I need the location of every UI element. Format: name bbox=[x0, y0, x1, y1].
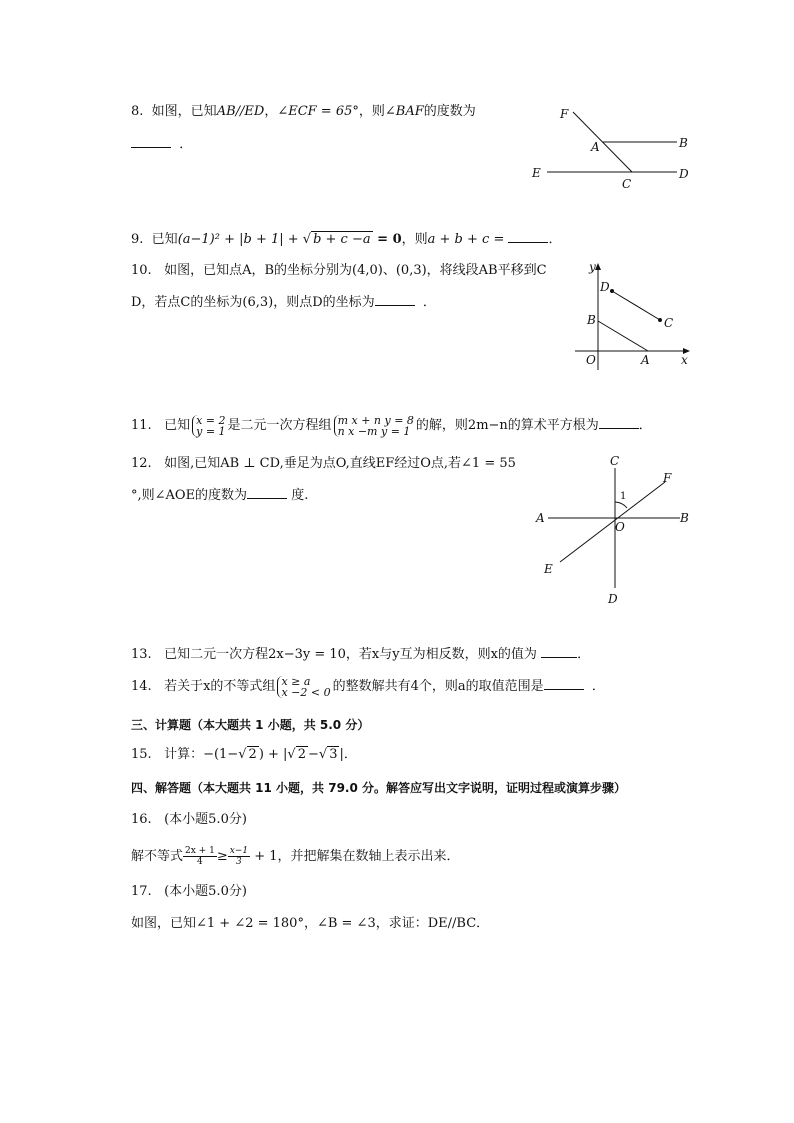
q16-fraction-2 bbox=[228, 846, 250, 867]
q15-line: 15. 计算：−(1−√ 2 ) + |√ 2 −√ 3 |． bbox=[131, 747, 357, 762]
q8-end: ． bbox=[179, 137, 193, 152]
q12-line2 bbox=[131, 486, 308, 505]
q15-number: 15. bbox=[131, 747, 152, 762]
q10-line2 bbox=[131, 293, 436, 312]
q11-sys2-row1: m x + n y = 8 bbox=[337, 413, 414, 427]
q10-label-x: x bbox=[681, 353, 688, 367]
q16-f2-denominator: 3 bbox=[236, 857, 242, 867]
q16-body bbox=[131, 846, 460, 867]
q15-text-b: ) + | bbox=[258, 747, 288, 762]
q13-text: 已知二元一次方程2x−3y = 10，若x与y互为相反数，则x的值为 bbox=[164, 647, 537, 662]
q9-radicand: b + c −a bbox=[313, 232, 371, 247]
q11-text-a: 已知 bbox=[164, 418, 191, 433]
q10-point-c bbox=[658, 318, 662, 322]
q10-label-c: C bbox=[664, 316, 674, 330]
q12-line-ef bbox=[560, 482, 665, 562]
q14-system bbox=[277, 676, 330, 698]
q17-header bbox=[131, 883, 247, 901]
q16-header bbox=[131, 811, 247, 829]
q12-line1 bbox=[131, 455, 516, 473]
q16-f1-denominator: 4 bbox=[197, 857, 203, 867]
q9-text-b: ，则 bbox=[401, 232, 428, 247]
q12-angle-arc bbox=[615, 502, 627, 508]
q12-answer-blank[interactable] bbox=[247, 486, 287, 499]
q10-figure bbox=[570, 258, 695, 373]
q10-point-d bbox=[610, 289, 614, 293]
q14-number: 14. bbox=[131, 679, 152, 694]
q10-segment-ab bbox=[598, 321, 648, 351]
q16-f1-numerator: 2x + 1 bbox=[185, 846, 215, 856]
q13-answer-blank[interactable] bbox=[541, 645, 577, 658]
q12-label-a: A bbox=[536, 511, 545, 525]
q10-number: 10. bbox=[131, 263, 152, 278]
q9-target: a + b + c = bbox=[427, 232, 505, 247]
q14-line bbox=[131, 675, 605, 699]
q9-eq: = 0 bbox=[372, 232, 402, 247]
q16-text-a: 解不等式 bbox=[131, 849, 184, 864]
q15-text-c: − bbox=[308, 747, 319, 762]
section-3-heading: 三、计算题（本大题共 1 小题，共 5.0 分） bbox=[131, 718, 370, 732]
q8-target: ∠BAF bbox=[384, 104, 424, 119]
q10-text-2: D，若点C的坐标为(6,3)，则点D的坐标为 bbox=[131, 295, 375, 310]
q8-label-d: D bbox=[679, 167, 689, 181]
q17-text: 如图，已知∠1 + ∠2 = 180°，∠B = ∠3，求证：DE//BC． bbox=[131, 916, 490, 931]
q14-answer-blank[interactable] bbox=[544, 677, 584, 690]
q12-number: 12. bbox=[131, 456, 152, 471]
q11-system-1 bbox=[192, 415, 225, 437]
q17-body bbox=[131, 915, 489, 933]
q13-number: 13. bbox=[131, 647, 152, 662]
q8-text-b: ，则 bbox=[358, 104, 385, 119]
q17-number: 17. bbox=[131, 884, 152, 899]
q11-line bbox=[131, 414, 652, 438]
q11-number: 11. bbox=[131, 418, 152, 433]
q16-fraction-1 bbox=[183, 846, 217, 867]
q8-line1 bbox=[131, 103, 476, 121]
q11-text-b: 是二元一次方程组 bbox=[227, 418, 332, 433]
q11-sys1-row2: y = 1 bbox=[196, 424, 226, 438]
q8-label-a: A bbox=[591, 140, 600, 154]
q10-label-a: A bbox=[641, 353, 650, 367]
q14-sys-row1: x ≥ a bbox=[281, 674, 311, 688]
q8-text: 如图，已知 bbox=[151, 104, 217, 119]
q14-text-b: 的整数解共有4个，则a的取值范围是 bbox=[332, 679, 544, 694]
q14-text-a: 若关于x的不等式组 bbox=[164, 679, 276, 694]
q12-label-e: E bbox=[544, 562, 553, 576]
q8-label-b: B bbox=[679, 136, 688, 150]
q12-label-c: C bbox=[610, 454, 620, 468]
q12-figure bbox=[530, 450, 700, 610]
q8-label-f: F bbox=[560, 107, 569, 121]
q9-number: 9. bbox=[131, 232, 144, 247]
q8-answer-line bbox=[131, 135, 192, 154]
q10-text-1: 如图，已知点A，B的坐标分别为(4,0)、(0,3)，将线段AB平移到C bbox=[164, 263, 547, 278]
q12-label-angle1: 1 bbox=[620, 491, 627, 502]
q16-score: (本小题5.0分) bbox=[164, 812, 247, 827]
q15-radicand-1: 2 bbox=[248, 747, 257, 762]
q8-angle: ∠ECF = 65° bbox=[277, 104, 359, 119]
q9-text: 已知 bbox=[151, 232, 178, 247]
q15-radicand-3: 3 bbox=[329, 747, 338, 762]
q10-label-d: D bbox=[600, 280, 610, 294]
q10-end: ． bbox=[422, 295, 436, 310]
q8-parallel: AB//ED bbox=[216, 104, 265, 119]
q16-ge: ≥ bbox=[216, 849, 228, 864]
q8-label-e: E bbox=[532, 166, 541, 180]
q8-sep: ， bbox=[264, 104, 278, 119]
q12-text-1: 如图,已知AB ⊥ CD,垂足为点O,直线EF经过O点,若∠1 = 55 bbox=[164, 456, 516, 471]
q17-score: (本小题5.0分) bbox=[164, 884, 247, 899]
q11-text-c: 的解，则2m−n的算术平方根为 bbox=[415, 418, 599, 433]
q9-expr: (a−1)² + |b + 1| + √ bbox=[177, 232, 312, 247]
q11-sys2-row2: n x −m y = 1 bbox=[337, 424, 411, 438]
q8-figure bbox=[525, 100, 700, 195]
q9-answer-blank[interactable] bbox=[508, 230, 548, 243]
q9-line bbox=[131, 230, 562, 249]
section-4-heading: 四、解答题（本大题共 11 小题，共 79.0 分。解答应写出文字说明，证明过程或演算步骤） bbox=[131, 781, 627, 795]
q10-line1 bbox=[131, 262, 547, 280]
q10-label-o: O bbox=[586, 353, 596, 367]
q10-answer-blank[interactable] bbox=[375, 293, 415, 306]
q16-text-b: + 1，并把解集在数轴上表示出来． bbox=[254, 849, 460, 864]
q12-label-o: O bbox=[615, 520, 625, 534]
q11-system-2 bbox=[334, 415, 414, 437]
q10-label-b: B bbox=[587, 313, 596, 327]
q15-text-a: 计算：−(1− bbox=[164, 747, 239, 762]
q8-label-c: C bbox=[622, 177, 632, 191]
q11-answer-blank[interactable] bbox=[599, 416, 639, 429]
q15-text-d: |． bbox=[339, 747, 357, 762]
q14-end: ． bbox=[591, 679, 605, 694]
q12-label-f: F bbox=[663, 471, 672, 485]
q11-sys1-row1: x = 2 bbox=[196, 413, 226, 427]
q13-line bbox=[131, 645, 590, 664]
q10-label-y: y bbox=[589, 260, 596, 274]
q11-end: ． bbox=[638, 418, 652, 433]
q12-text-3: 度. bbox=[287, 488, 309, 503]
q12-label-b: B bbox=[680, 511, 689, 525]
q8-text-c: 的度数为 bbox=[423, 104, 476, 119]
q13-end: ． bbox=[577, 647, 591, 662]
q16-number: 16. bbox=[131, 812, 152, 827]
q10-y-arrow bbox=[595, 263, 601, 270]
q12-text-2: °,则∠AOE的度数为 bbox=[131, 488, 248, 503]
q12-label-d: D bbox=[608, 592, 618, 606]
q16-f2-numerator: x−1 bbox=[229, 846, 249, 856]
q9-end: ． bbox=[548, 232, 562, 247]
q14-sys-row2: x −2 < 0 bbox=[281, 685, 331, 699]
q10-segment-cd bbox=[612, 291, 660, 320]
q8-number: 8. bbox=[131, 104, 144, 119]
q15-radicand-2: 2 bbox=[297, 747, 306, 762]
q8-answer-blank[interactable] bbox=[131, 135, 171, 148]
